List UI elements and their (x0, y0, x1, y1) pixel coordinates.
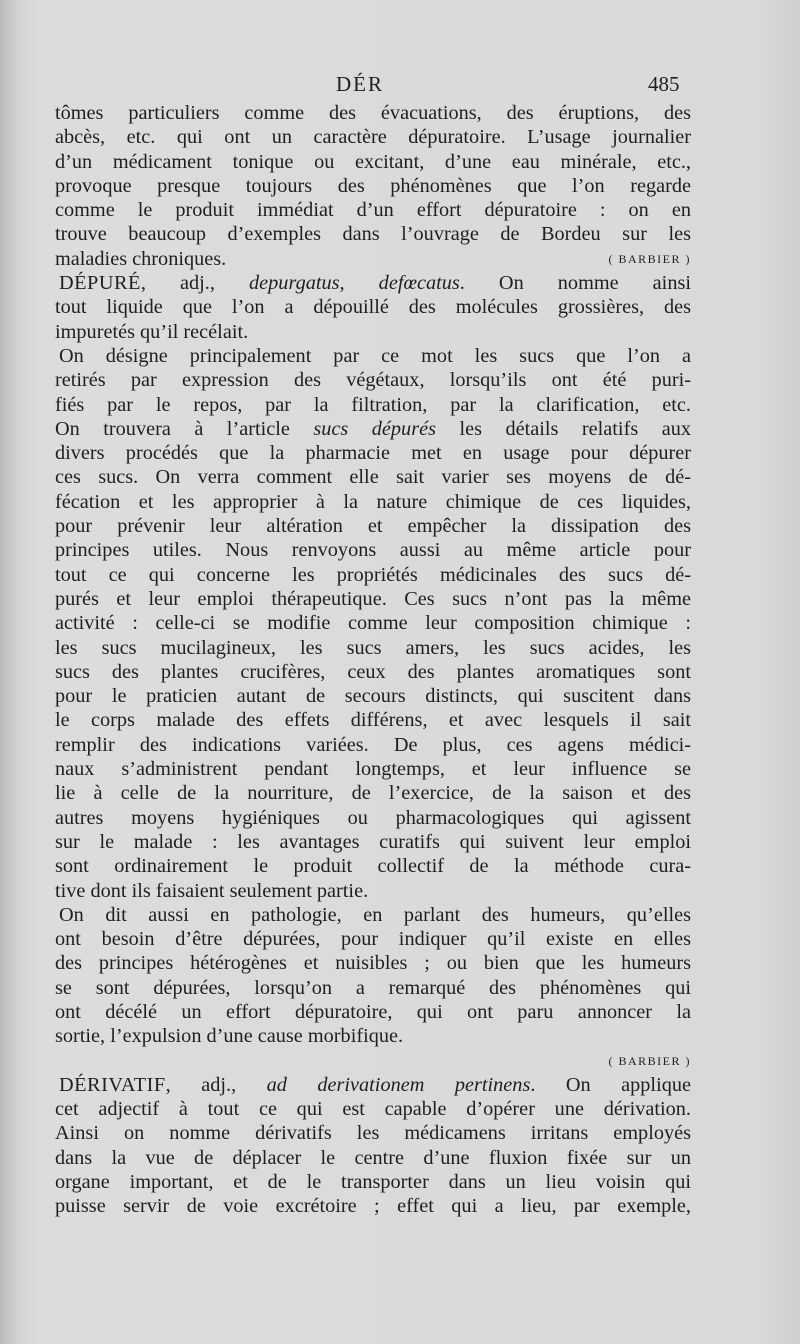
text-fragment: maladies chroniques. (55, 247, 227, 270)
text-line: puisse servir de voie excrétoire ; effet qui a lieu, par exemple, (55, 1195, 691, 1218)
entry-derivatif-first-line (55, 1073, 691, 1097)
text-line: divers procédés que la pharmacie met en usage pour dépurer (55, 442, 691, 465)
text-line: comme le produit immédiat d’un effort dépuratoire : on en (55, 199, 691, 222)
text-fragment: les détails relatifs aux (435, 417, 691, 440)
text-line: remplir des indications variées. De plus, ces agens médici- (55, 733, 691, 756)
text-line: tout ce qui concerne les propriétés médicinales des sucs dé- (55, 563, 691, 586)
latin-term: defœcatus (378, 272, 460, 295)
text-line: autres moyens hygiéniques ou pharmacologiques qui agissent (55, 806, 691, 829)
text-line: pour le praticien autant de secours distincts, qui suscitent dans (55, 685, 691, 708)
text-fragment: , (339, 272, 379, 295)
text-line: On désigne principalement par ce mot les sucs que l’on a (59, 344, 691, 367)
text-line: Ainsi on nomme dérivatifs les médicamens irritans employés (55, 1122, 691, 1145)
text-line: d’un médicament tonique ou excitant, d’une eau minérale, etc., (55, 150, 691, 173)
entry-term-depure: DÉPURÉ (59, 272, 141, 295)
latin-term: ad derivationem pertinens (266, 1073, 531, 1096)
text-fragment: , adj., (165, 1073, 267, 1096)
text-line: organe important, et de le transporter dans un lieu voisin qui (55, 1171, 691, 1194)
text-fragment: . On applique (530, 1073, 691, 1096)
text-line: tive dont ils faisaient seulement partie. (55, 879, 369, 902)
text-line: le corps malade des effets différens, et avec lesquels il sait (55, 709, 691, 732)
text-line (55, 417, 691, 441)
text-line: purés et leur emploi thérapeutique. Ces sucs n’ont pas la même (55, 587, 691, 610)
author-signature: ( BARBIER ) (608, 251, 691, 266)
text-line: fécation et les approprier à la nature chimique de ces liquides, (55, 490, 691, 513)
text-line: se sont dépurées, lorsqu’on a remarqué des phénomènes qui (55, 976, 691, 999)
page-number: 485 (648, 72, 680, 96)
latin-term: depurgatus (249, 272, 340, 295)
text-line: les sucs mucilagineux, les sucs amers, les sucs acides, les (55, 636, 691, 659)
text-line: trouve beaucoup d’exemples dans l’ouvrage de Bordeu sur les (55, 223, 691, 246)
author-signature: ( BARBIER ) (608, 1053, 691, 1068)
entry-term-derivatif: DÉRIVATIF (59, 1073, 166, 1096)
text-line: dans la vue de déplacer le centre d’une fluxion fixée sur un (55, 1146, 691, 1169)
text-line: naux s’administrent pendant longtemps, et leur influence se (55, 758, 691, 781)
text-line: sucs des plantes crucifères, ceux des plantes aromatiques sont (55, 660, 691, 683)
text-line: abcès, etc. qui ont un caractère dépuratoire. L’usage journalier (55, 126, 691, 149)
text-line: ont besoin d’être dépurées, pour indiquer qu’il existe en elles (55, 928, 691, 951)
text-line: tout liquide que l’on a dépouillé des molécules grossières, des (55, 296, 691, 319)
text-line: sont ordinairement le produit collectif de la méthode cura- (55, 855, 691, 878)
text-fragment: , adj., (140, 272, 250, 295)
text-line: pour prévenir leur altération et empêcher la dissipation des (55, 515, 691, 538)
cross-reference: sucs dépurés (313, 417, 436, 440)
text-fragment: On trouvera à l’article (55, 417, 314, 440)
text-line: des principes hétérogènes et nuisibles ; ou bien que les humeurs (55, 952, 691, 975)
text-line: lie à celle de la nourriture, de l’exercice, de la saison et des (55, 782, 691, 805)
text-line: On dit aussi en pathologie, en parlant des humeurs, qu’elles (59, 903, 691, 926)
text-line: activité : celle-ci se modifie comme leur composition chimique : (55, 612, 691, 635)
page-body (55, 101, 691, 1219)
entry-depure-first-line (55, 271, 691, 295)
text-line (55, 247, 691, 271)
text-line: ont décélé un effort dépuratoire, qui ont paru annoncer la (55, 1000, 691, 1023)
text-fragment: . On nomme ainsi (459, 272, 691, 295)
text-line: principes utiles. Nous renvoyons aussi au même article pour (55, 539, 691, 562)
running-header (0, 70, 800, 100)
text-line: impuretés qu’il recélait. (55, 320, 249, 343)
text-line: sortie, l’expulsion d’une cause morbifique. (55, 1025, 404, 1048)
text-line: tômes particuliers comme des évacuations, des éruptions, des (55, 102, 691, 124)
text-line: provoque presque toujours des phénomènes que l’on regarde (55, 174, 691, 197)
text-line: cet adjectif à tout ce qui est capable d’opérer une dérivation. (55, 1098, 691, 1121)
text-line: sur le malade : les avantages curatifs qui suivent leur emploi (55, 830, 691, 853)
text-line: retirés par expression des végétaux, lorsqu’ils ont été puri- (55, 369, 691, 392)
running-title: DÉR (336, 72, 384, 96)
text-line: fiés par le repos, par la filtration, par la clarification, etc. (55, 393, 691, 416)
text-line: ces sucs. On verra comment elle sait varier ses moyens de dé- (55, 466, 691, 489)
